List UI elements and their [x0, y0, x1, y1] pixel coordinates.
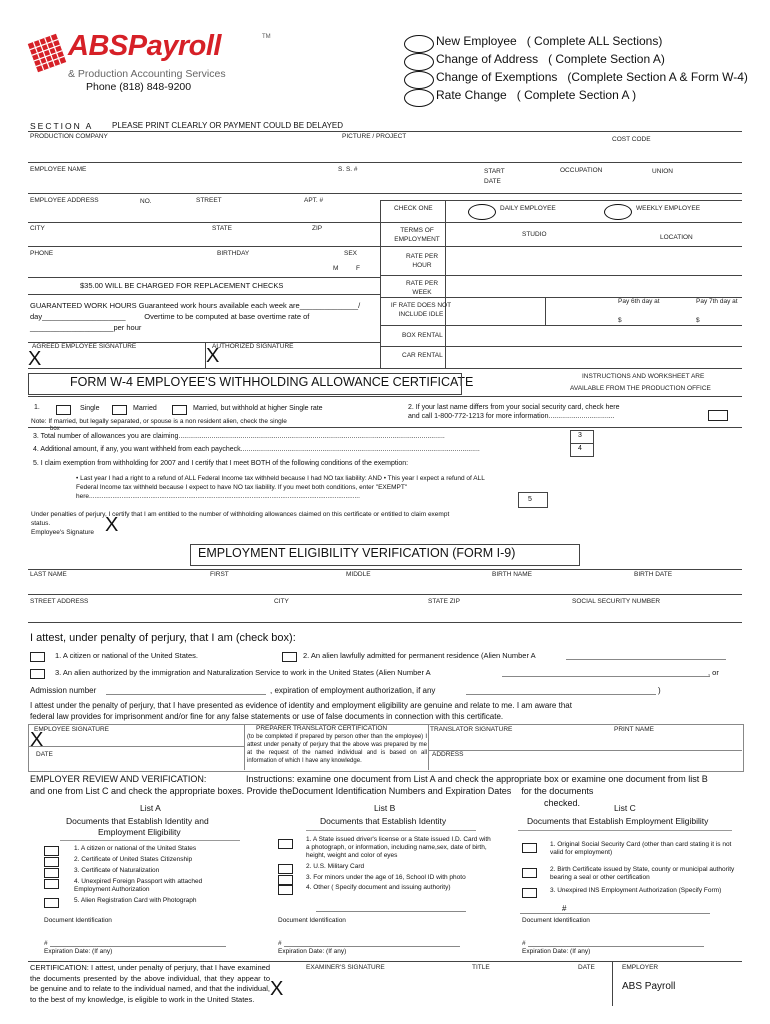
section-a-title: SECTION A [30, 121, 94, 131]
w4-bullet-line3: here...................................................................................................................................................... [76, 493, 360, 500]
city-label: CITY [30, 225, 45, 232]
list-c-heading: Documents that Establish Employment Eligibility [527, 816, 709, 826]
w4-note: Note: If married, but legally separated, or spouse is a non resident alien, check the single [31, 418, 287, 425]
employee-address-label: EMPLOYEE ADDRESS [30, 197, 99, 204]
i9-date-label: DATE [36, 751, 53, 758]
apt-label: APT. # [304, 197, 324, 204]
certification-text: CERTIFICATION: I attest, under penalty of perjury, that I have examined the documents presented by the above individual, that they appear to be genuine and to relate to the individual named, and that the individual, to the best of my knowledge, is eligible to work in the United States. [30, 963, 270, 1004]
start-date-label: START DATE [484, 168, 505, 185]
list-a-heading-1: Documents that Establish Identity and [66, 816, 209, 826]
list-a-item-5: 5. Alien Registration Card with Photograph [74, 897, 197, 904]
daily-employee-option[interactable] [468, 204, 496, 220]
weekly-employee-label: WEEKLY EMPLOYEE [636, 205, 701, 212]
single-checkbox[interactable] [56, 405, 71, 415]
pay-7th-day-label: Pay 7th day at [696, 298, 738, 305]
i9-attest-line1: I attest under the penalty of perjury, that I have presented as evidence of identity and employment eligibility are genuine and relate to me. I am aware that [30, 701, 572, 710]
w4-instructions-line1: INSTRUCTIONS AND WORKSHEET ARE [582, 373, 705, 380]
w4-item-5: 5. I claim exemption from withholding for 2007 and I certify that I meet BOTH of the following conditions of the exemption: [33, 460, 409, 467]
expiration-close: ) [658, 686, 661, 695]
guaranteed-hours-text: GUARANTEED WORK HOURS Guaranteed work hours available each week are______________/ day____________________ Overtime to be computed at base overtime rate of ____________________per hour [30, 301, 361, 332]
w4-perjury-line1: Under penalties of perjury, I certify that I am entitled to the number of withholding allowances claimed on this certificate or entitled to claim exempt [31, 511, 450, 518]
w4-item-2-line1: 2. If your last name differs from your social security card, check here [408, 404, 620, 411]
i9-state-zip-label: STATE ZIP [428, 598, 460, 605]
w4-item-2-line2: and call 1-800-772-1213 for more information.................................. [408, 413, 615, 420]
single-label: Single [80, 405, 100, 412]
birthday-label: BIRTHDAY [217, 250, 250, 257]
list-b-item-4: 4. Other ( Specify document and issuing authority) [306, 884, 451, 891]
rate-per-week-label: RATE PER WEEK [405, 280, 439, 296]
list-a-item-1: 1. A citizen or national of the United States [74, 845, 197, 852]
list-a-item-4: 4. Unexpired Foreign Passport with attached Employment Authorization [74, 878, 203, 893]
production-company-label: PRODUCTION COMPANY [30, 133, 108, 140]
married-higher-rate-checkbox[interactable] [172, 405, 187, 415]
list-a-hash: # [44, 940, 48, 947]
list-a-doc-id: Document Identification [44, 917, 112, 924]
w4-bullet-line1: • Last year I had a right to a refund of ALL Federal Income tax withheld because I had NO tax liability: AND • This year I expect a refund of ALL [76, 475, 485, 482]
print-name-label: PRINT NAME [614, 726, 654, 733]
list-c-item-3: 3. Unexpired INS Employment Authorization (Specify Form) [550, 887, 722, 894]
i9-street-address-label: STREET ADDRESS [30, 598, 89, 605]
list-a-item-1-checkbox[interactable] [44, 846, 59, 856]
i9-attest-line2: federal law provides for imprisonment and/or fine for any false statements or use of false documents in connection with this certificate. [30, 712, 504, 721]
married-label: Married [133, 405, 157, 412]
list-a-heading-2: Employment Eligibility [98, 827, 181, 837]
i9-signature-x: X [30, 729, 44, 751]
i9-authorized-alien-checkbox[interactable] [30, 669, 45, 679]
list-c-hash-top: # [562, 904, 567, 913]
list-b-exp-date: Expiration Date: (If any) [278, 948, 347, 955]
w4-perjury-line2: status. [31, 520, 51, 527]
list-b-item-4-checkbox[interactable] [278, 885, 293, 895]
list-b-item-1: 1. A State issued driver's license or a State issued I.D. Card with a photograph, or information, including name,sex, date of birth, height, weight and color of eyes [306, 836, 491, 859]
agreed-signature-x: X [28, 348, 42, 370]
list-a-exp-date: Expiration Date: (If any) [44, 948, 113, 955]
employer-instructions-checked: checked. [544, 798, 581, 808]
authorized-signature-x: X [206, 345, 220, 367]
preparer-address-label: ADDRESS [432, 751, 464, 758]
married-checkbox[interactable] [112, 405, 127, 415]
i9-middle-label: MIDDLE [346, 571, 371, 578]
logo-abs: ABS [68, 30, 128, 62]
list-a-item-2-checkbox[interactable] [44, 857, 59, 867]
sex-label: SEX [344, 250, 358, 257]
date-label: DATE [578, 964, 595, 971]
new-employee-option[interactable] [404, 35, 434, 53]
list-c-hash: # [522, 940, 526, 947]
i9-ssn-label: SOCIAL SECURITY NUMBER [572, 598, 661, 605]
rate-change-option[interactable] [404, 89, 434, 107]
idle-label: IF RATE DOES NOT INCLUDE IDLE [390, 302, 452, 318]
examiner-signature-x: X [270, 978, 284, 1000]
employer-label: EMPLOYER [622, 964, 659, 971]
i9-birth-date-label: BIRTH DATE [634, 571, 673, 578]
pay-7th-dollar: $ [696, 317, 700, 324]
admission-number-label: Admission number [30, 686, 97, 695]
daily-employee-label: DAILY EMPLOYEE [500, 205, 556, 212]
weekly-employee-option[interactable] [604, 204, 632, 220]
list-c-exp-date: Expiration Date: (If any) [522, 948, 591, 955]
list-c-doc-id: Document Identification [522, 917, 590, 924]
i9-birth-name-label: BIRTH NAME [492, 571, 532, 578]
pay-6th-dollar: $ [618, 317, 622, 324]
w4-instructions-line2: AVAILABLE FROM THE PRODUCTION OFFICE [570, 385, 711, 392]
w4-item-1: 1. [34, 404, 40, 411]
address-no-label: NO. [140, 198, 152, 205]
occupation-label: OCCUPATION [560, 167, 603, 174]
i9-or-label: , or [708, 668, 719, 677]
last-name-differs-checkbox[interactable] [708, 410, 728, 421]
header-phone: Phone (818) 848-9200 [86, 81, 192, 93]
employer-instructions-line1: Instructions: examine one document from List A and check the appropriate box or examine one document from list B [246, 774, 708, 784]
picture-project-label: PICTURE / PROJECT [342, 133, 407, 140]
employer-review-title: EMPLOYER REVIEW AND VERIFICATION: [30, 774, 207, 784]
employee-name-label: EMPLOYEE NAME [30, 166, 87, 173]
sex-m-label: M [333, 265, 339, 272]
zip-label: ZIP [312, 225, 323, 232]
w4-title: FORM W-4 EMPLOYEE'S WITHHOLDING ALLOWANCE CERTIFICATE [70, 375, 474, 389]
car-rental-label: CAR RENTAL [402, 352, 443, 359]
employee-signature-label: Employee's Signature [31, 529, 95, 536]
new-employee-label: New Employee ( Complete ALL Sections) [436, 34, 663, 48]
box-rental-label: BOX RENTAL [402, 332, 443, 339]
i9-city-label: CITY [274, 598, 289, 605]
state-label: STATE [212, 225, 232, 232]
i9-citizen-label: 1. A citizen or national of the United States. [55, 651, 199, 660]
w4-signature-x: X [105, 514, 119, 536]
i9-title: EMPLOYMENT ELIGIBILITY VERIFICATION (FORM I-9) [198, 546, 516, 560]
preparer-certification-text: (to be completed if prepared by person other than the employee) I attest under penalty of perjury that the above was prepared by me at the request of the named individual and is based on all information of which I have any knowledge. [247, 734, 427, 764]
list-b-item-3: 3. For minors under the age of 16, School ID with photo [306, 874, 466, 881]
print-clearly-note: PLEASE PRINT CLEARLY OR PAYMENT COULD BE DELAYED [112, 121, 344, 130]
list-c-title: List C [614, 803, 636, 813]
translator-signature-label: TRANSLATOR SIGNATURE [430, 726, 513, 733]
phone-label: PHONE [30, 250, 54, 257]
change-of-exemptions-label: Change of Exemptions (Complete Section A & Form W-4) [436, 70, 748, 84]
list-b-item-2: 2. U.S. Military Card [306, 863, 365, 870]
list-a-item-2: 2. Certificate of United States Citizenship [74, 856, 193, 863]
list-a-item-4-checkbox[interactable] [44, 879, 59, 889]
cost-code-label: COST CODE [612, 136, 651, 143]
list-a-item-3-checkbox[interactable] [44, 868, 59, 878]
i9-permanent-resident-checkbox[interactable] [282, 652, 297, 662]
list-c-item-3-checkbox[interactable] [522, 888, 537, 898]
list-b-heading: Documents that Establish Identity [320, 816, 447, 826]
expiration-label: , expiration of employment authorization, if any [270, 686, 436, 695]
w4-box-5: 5 [528, 496, 532, 503]
employer-instructions-line2: and one from List C and check the appropriate boxes. Provide theDocument Identification Numbers and Expiration Dates for the documents [30, 786, 594, 796]
list-b-doc-id: Document Identification [278, 917, 346, 924]
i9-citizen-checkbox[interactable] [30, 652, 45, 662]
i9-employee-signature-label: EMPLOYEE SIGNATURE [34, 726, 110, 733]
list-c-item-2: 2. Birth Certificate issued by State, county or municipal authority bearing a seal or other certification [550, 866, 735, 881]
w4-item-3: 3. Total number of allowances you are claiming......................................................................................................................................... [33, 433, 445, 440]
agreed-signature-label: AGREED EMPLOYEE SIGNATURE [32, 343, 137, 350]
title-label: TITLE [472, 964, 490, 971]
change-of-exemptions-option[interactable] [404, 71, 434, 89]
w4-item-4: 4. Additional amount, if any, you want withheld from each paycheck........................................................................................................................... [33, 446, 480, 453]
logo-payroll: Payroll [127, 30, 221, 62]
list-c-item-1: 1. Original Social Security Card (other than card stating it is not valid for employment) [550, 841, 732, 856]
studio-label: STUDIO [522, 231, 547, 238]
list-b-item-1-checkbox[interactable] [278, 839, 293, 849]
i9-attest-heading: I attest, under penalty of perjury, that I am (check box): [30, 632, 296, 644]
change-of-address-option[interactable] [404, 53, 434, 71]
logo-subtitle: & Production Accounting Services [68, 68, 226, 80]
list-b-item-2-checkbox[interactable] [278, 864, 293, 874]
w4-note-box: box [50, 426, 60, 432]
w4-box-4: 4 [578, 445, 582, 452]
employer-name: ABS Payroll [622, 981, 676, 992]
ss-number-label: S. S. # [338, 166, 358, 173]
list-a-item-5-checkbox[interactable] [44, 898, 59, 908]
union-label: UNION [652, 168, 673, 175]
list-b-title: List B [374, 803, 396, 813]
married-higher-rate-label: Married, but withhold at higher Single rate [193, 405, 323, 412]
list-b-item-3-checkbox[interactable] [278, 875, 293, 885]
location-label: LOCATION [660, 234, 693, 241]
i9-first-label: FIRST [210, 571, 229, 578]
replacement-checks-note: $35.00 WILL BE CHARGED FOR REPLACEMENT CHECKS [80, 281, 284, 290]
check-one-label: CHECK ONE [394, 205, 433, 212]
terms-of-employment-label: TERMS OF EMPLOYMENT [394, 227, 440, 243]
i9-authorized-alien-label: 3. An alien authorized by the immigration and Naturalization Service to work in the United States (Alien Number A [55, 668, 431, 677]
i9-permanent-resident-label: 2. An alien lawfully admitted for permanent residence (Alien Number A [303, 651, 536, 660]
list-c-item-1-checkbox[interactable] [522, 843, 537, 853]
trademark: TM [262, 34, 271, 40]
list-a-title: List A [140, 803, 161, 813]
sex-f-label: F [356, 265, 360, 272]
examiners-signature-label: EXAMINER'S SIGNATURE [306, 964, 385, 971]
preparer-certification-title: PREPARER TRANSLATOR CERTIFICATION [256, 725, 388, 732]
change-of-address-label: Change of Address ( Complete Section A) [436, 52, 665, 66]
list-a-item-3: 3. Certificate of Naturalization [74, 867, 160, 874]
list-b-hash: # [278, 940, 282, 947]
w4-bullet-line2: Federal Income tax withheld because I expect to have NO tax liability. If you meet both conditions, enter "EXEMPT" [76, 484, 408, 491]
street-label: STREET [196, 197, 222, 204]
payroll-logo-icon [24, 30, 70, 76]
rate-change-label: Rate Change ( Complete Section A ) [436, 88, 637, 102]
i9-last-name-label: LAST NAME [30, 571, 67, 578]
rate-per-hour-label: RATE PER HOUR [405, 253, 439, 269]
pay-6th-day-label: Pay 6th day at [618, 298, 660, 305]
list-c-item-2-checkbox[interactable] [522, 868, 537, 878]
w4-box-3: 3 [578, 432, 582, 439]
authorized-signature-label: AUTHORIZED SIGNATURE [212, 343, 294, 350]
